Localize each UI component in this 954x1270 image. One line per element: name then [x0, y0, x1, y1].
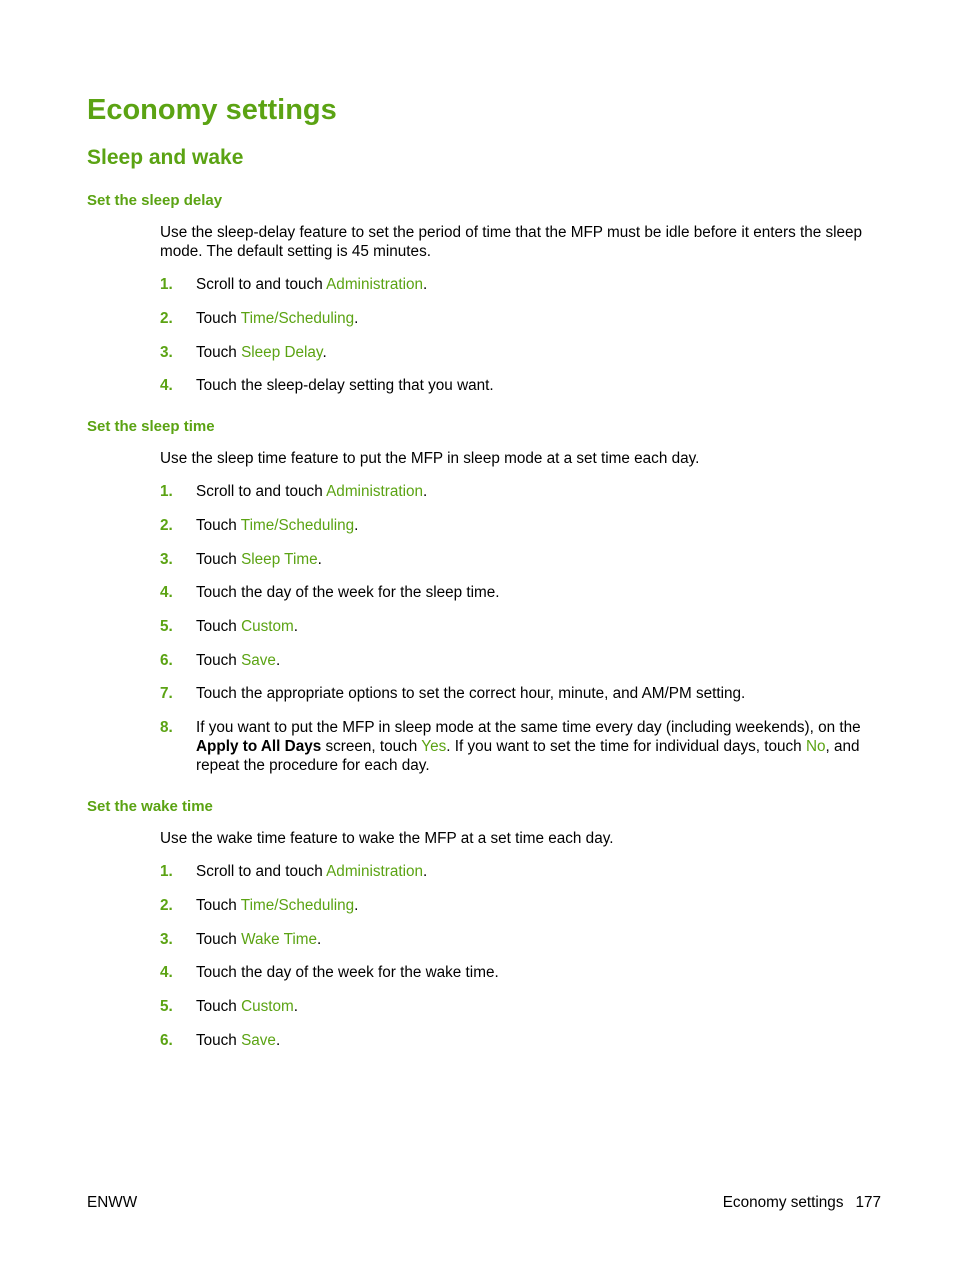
step-text	[196, 617, 886, 636]
step-text-suffix: .	[354, 310, 359, 327]
step-text	[196, 309, 886, 328]
step-text-prefix: Touch	[196, 344, 242, 361]
subheading-sleep-time: Set the sleep time	[87, 418, 215, 435]
menu-item-reference: Sleep Time	[241, 551, 318, 568]
menu-item-reference: Custom	[241, 618, 294, 635]
menu-item-reference-no: No	[805, 738, 826, 755]
step-number: 5.	[160, 998, 173, 1015]
menu-item-reference: Administration	[326, 276, 424, 293]
menu-item-reference: Time/Scheduling	[240, 517, 355, 534]
footer-chapter-title: Economy settings	[722, 1194, 844, 1211]
step-text-suffix: .	[423, 483, 428, 500]
step-text-suffix: .	[317, 931, 322, 948]
intro-sleep-time: Use the sleep time feature to put the MFP in sleep mode at a set time each day.	[160, 450, 700, 467]
step-number: 7.	[160, 685, 173, 702]
step-number: 2.	[160, 517, 173, 534]
step-number: 1.	[160, 276, 173, 293]
step-text-prefix: Touch	[196, 551, 242, 568]
step-text	[196, 718, 886, 775]
step-text	[196, 997, 886, 1016]
step-text	[196, 343, 886, 362]
step-text-suffix: .	[293, 998, 299, 1015]
menu-item-reference-yes: Yes	[421, 738, 447, 755]
step-number: 4.	[160, 584, 173, 601]
menu-item-reference: Administration	[326, 483, 424, 500]
step-number: 3.	[160, 931, 173, 948]
step-text-part: screen, touch	[321, 738, 422, 755]
step-number: 5.	[160, 618, 173, 635]
intro-wake-time: Use the wake time feature to wake the MFP at a set time each day.	[160, 830, 614, 847]
step-text-suffix: .	[423, 863, 428, 880]
step-text-prefix: Touch	[196, 998, 242, 1015]
step-text-prefix: Touch	[196, 897, 241, 914]
step-text	[196, 550, 886, 569]
step-text-suffix: .	[275, 1032, 281, 1049]
step-text-prefix: Touch	[196, 517, 241, 534]
footer-left-label: ENWW	[87, 1194, 138, 1211]
step-text: Touch the sleep-delay setting that you want.	[196, 377, 494, 394]
step-text-part: If you want to put the MFP in sleep mode at the same time every day (including weekends), on the	[196, 719, 861, 736]
page-number: 177	[855, 1194, 881, 1211]
step-number: 6.	[160, 1032, 173, 1049]
step-text-prefix: Scroll to and touch	[196, 863, 327, 880]
step-text	[196, 651, 886, 670]
intro-sleep-delay: Use the sleep-delay feature to set the period of time that the MFP must be idle before it enters the sleep mode. The default setting is 45 minutes.	[160, 224, 863, 260]
step-text: Touch the appropriate options to set the correct hour, minute, and AM/PM setting.	[196, 685, 746, 702]
step-number: 3.	[160, 551, 173, 568]
step-text	[196, 482, 886, 501]
step-text-prefix: Touch	[196, 310, 241, 327]
menu-item-reference: Save	[241, 1032, 276, 1049]
menu-item-reference: Time/Scheduling	[240, 310, 355, 327]
page-title: Economy settings	[87, 94, 337, 126]
step-text-suffix: .	[275, 652, 281, 669]
step-number: 2.	[160, 310, 173, 327]
step-text	[196, 275, 886, 294]
screen-name-reference: Apply to All Days	[196, 738, 322, 755]
step-number: 1.	[160, 863, 173, 880]
footer-right	[723, 1193, 881, 1212]
step-text-suffix: .	[317, 551, 322, 568]
step-number: 4.	[160, 377, 173, 394]
step-text: Touch the day of the week for the sleep time.	[196, 584, 500, 601]
menu-item-reference: Time/Scheduling	[240, 897, 355, 914]
step-number: 8.	[160, 719, 173, 736]
step-text-prefix: Scroll to and touch	[196, 483, 327, 500]
step-text	[196, 862, 886, 881]
step-text-part: . If you want to set the time for individual days, touch	[446, 738, 806, 755]
step-text	[196, 1031, 886, 1050]
step-text-prefix: Touch	[196, 931, 242, 948]
step-text: Touch the day of the week for the wake time.	[196, 964, 499, 981]
subheading-sleep-delay: Set the sleep delay	[87, 192, 223, 209]
step-text-suffix: .	[423, 276, 428, 293]
step-text-prefix: Touch	[196, 1032, 242, 1049]
step-text-prefix: Touch	[196, 618, 242, 635]
step-text-prefix: Scroll to and touch	[196, 276, 327, 293]
section-heading-sleep-and-wake: Sleep and wake	[87, 146, 244, 169]
step-number: 6.	[160, 652, 173, 669]
step-number: 3.	[160, 344, 173, 361]
menu-item-reference: Save	[241, 652, 276, 669]
step-number: 4.	[160, 964, 173, 981]
step-number: 1.	[160, 483, 173, 500]
step-text	[196, 516, 886, 535]
menu-item-reference: Wake Time	[241, 931, 318, 948]
subheading-wake-time: Set the wake time	[87, 798, 213, 815]
step-text-suffix: .	[322, 344, 327, 361]
step-text-part: , and repeat the procedure for each day.	[196, 738, 860, 774]
step-text-suffix: .	[354, 897, 359, 914]
menu-item-reference: Administration	[326, 863, 424, 880]
step-text-prefix: Touch	[196, 652, 242, 669]
step-text	[196, 930, 886, 949]
step-text	[196, 896, 886, 915]
step-text-suffix: .	[293, 618, 299, 635]
step-text-suffix: .	[354, 517, 359, 534]
step-number: 2.	[160, 897, 173, 914]
menu-item-reference: Sleep Delay	[241, 344, 323, 361]
menu-item-reference: Custom	[241, 998, 294, 1015]
